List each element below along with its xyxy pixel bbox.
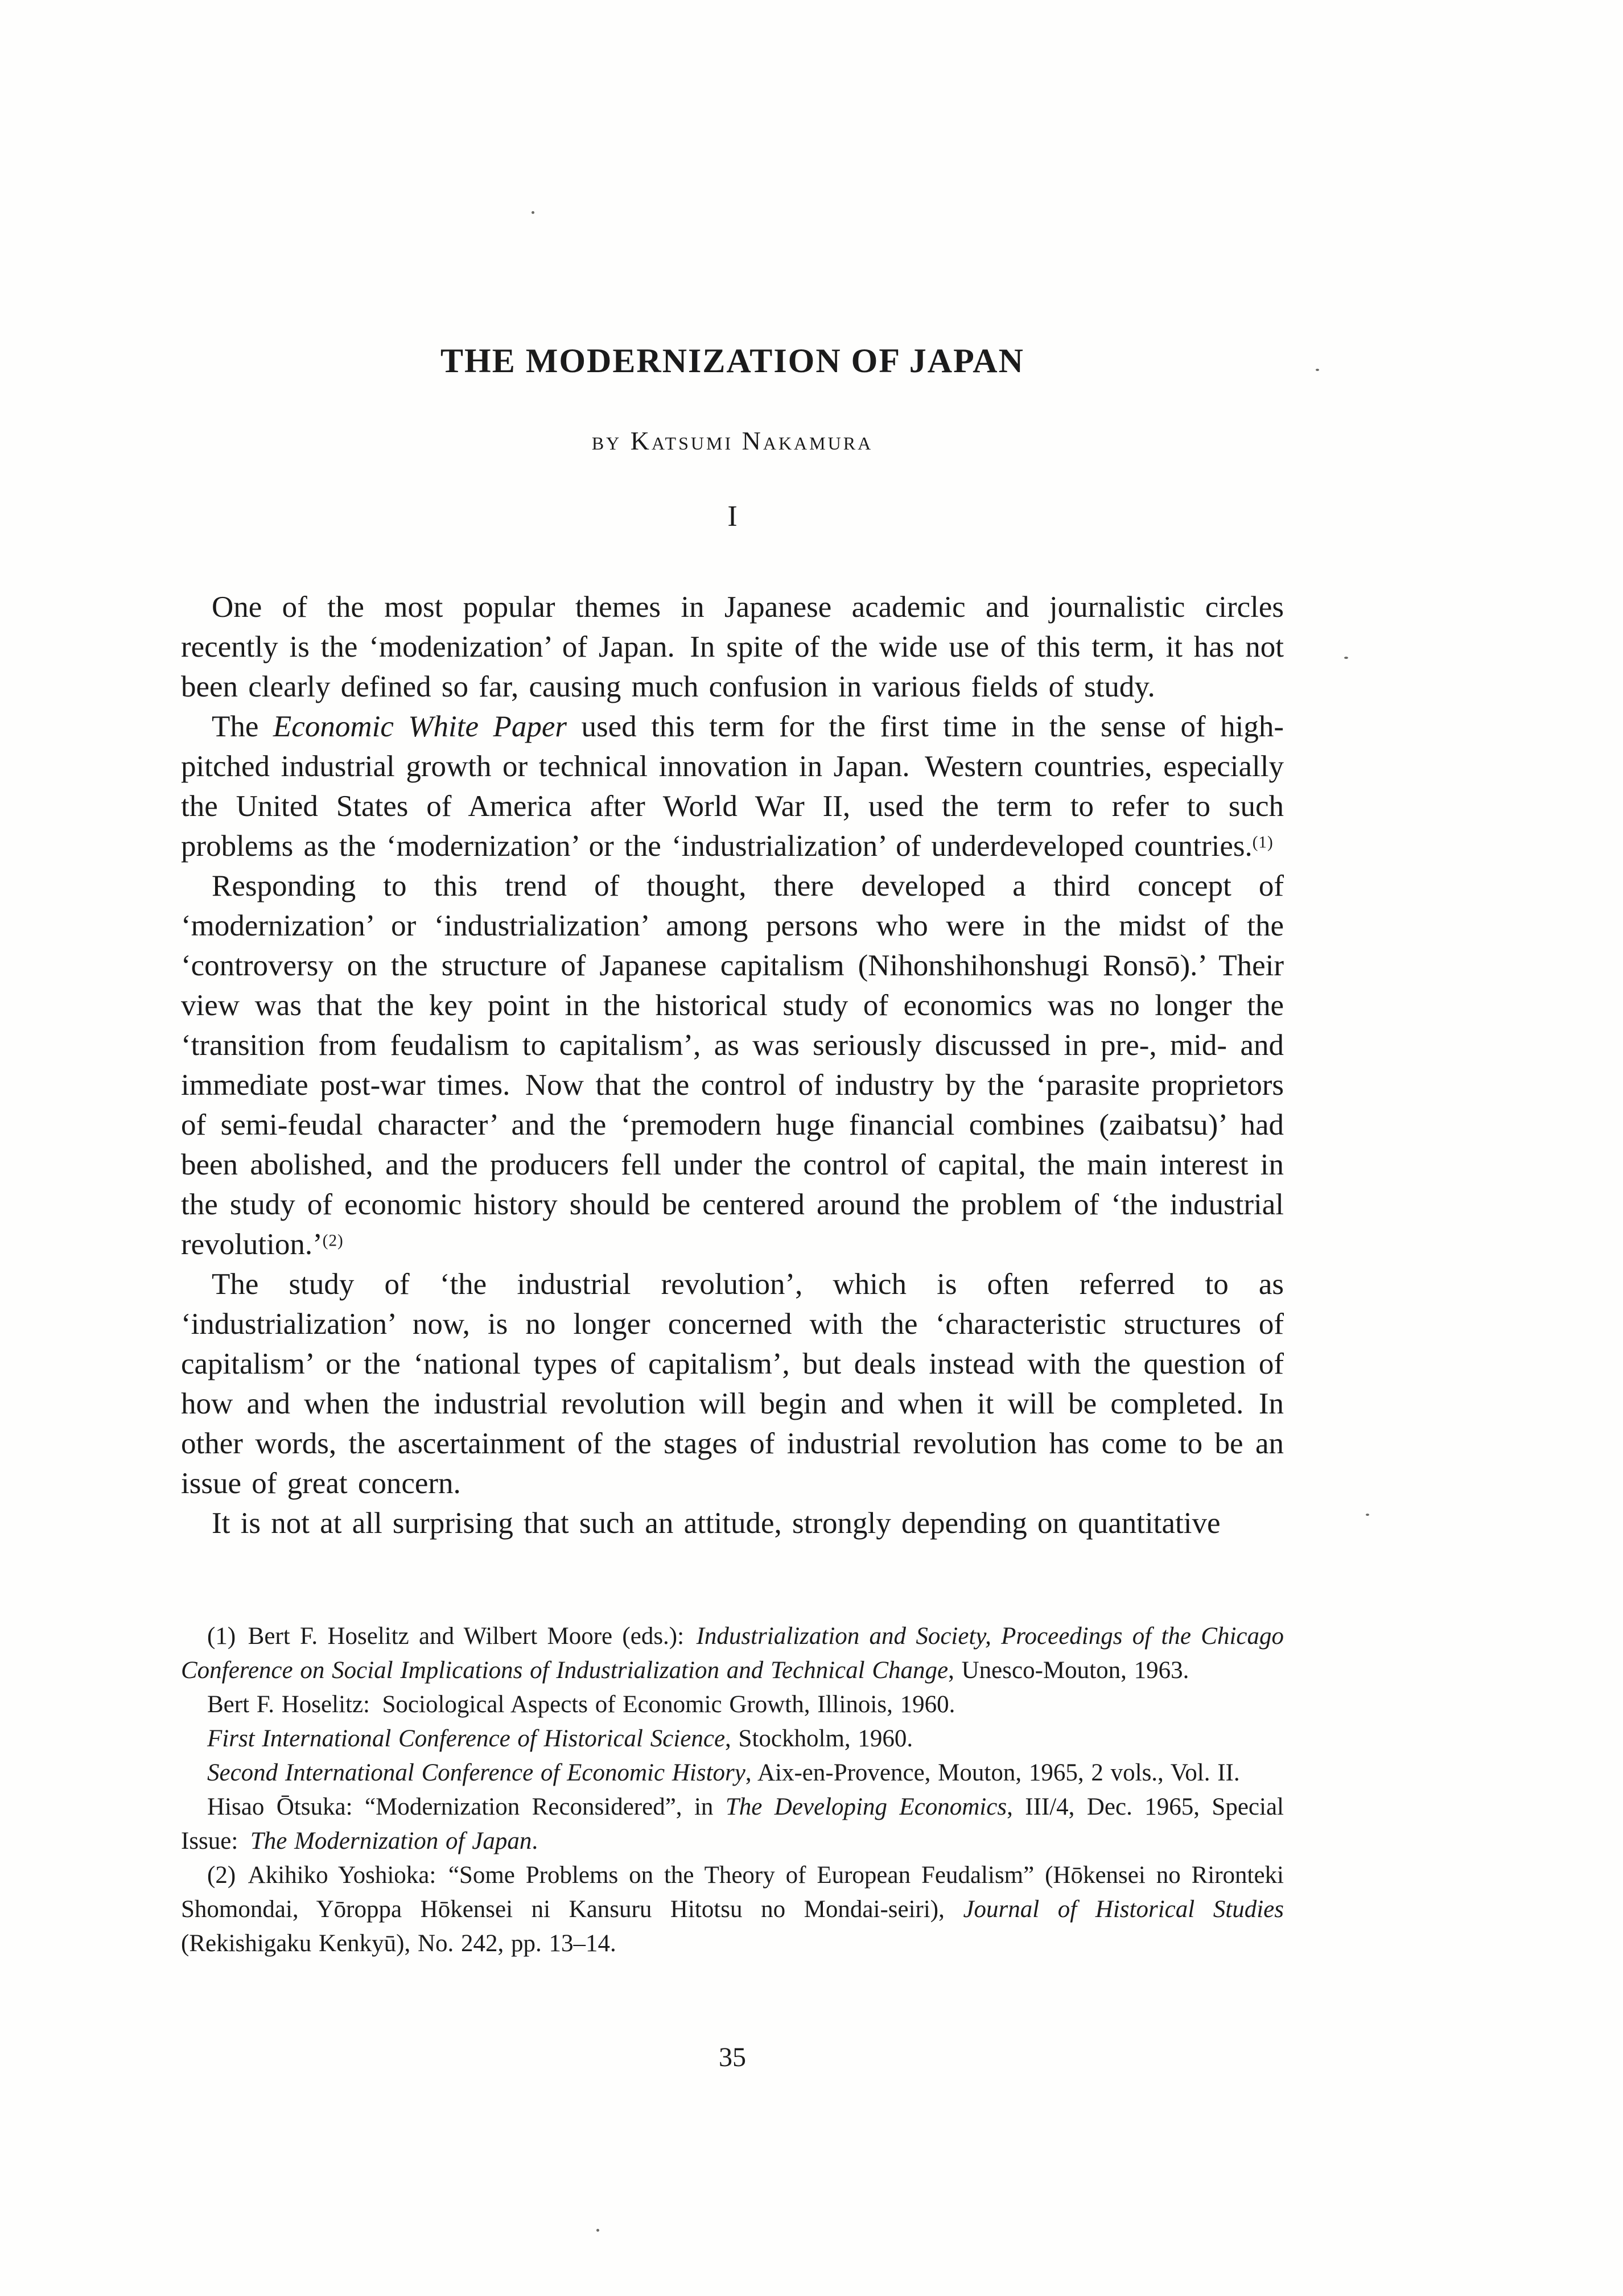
scan-speck [532, 211, 534, 214]
page-title: THE MODERNIZATION OF JAPAN [440, 342, 1024, 380]
scan-speck [1344, 657, 1348, 659]
footnote-1b: Bert F. Hoselitz: Sociological Aspects of Economic Growth, Illinois, 1960. [207, 1691, 955, 1718]
body-text [181, 587, 1284, 1543]
paragraph: The Economic White Paper used this term for the first time in the sense of high-pitched industrial growth or technical innovation in Japan. Western countries, especially the United States of America after World War II, used the term to refer to such problems as the ‘modernization’ or the ‘industrialization’ of underdeveloped countries.$^{(1)}$ [181, 710, 1284, 863]
footnotes [181, 1619, 1284, 1961]
page-number: 35 [719, 2042, 746, 2072]
footnote-1d: Second International Conference of Economic History, Aix-en-Provence, Mouton, 1965, 2 vols., Vol. II. [207, 1759, 1240, 1786]
paragraph: The study of ‘the industrial revolution’, which is often referred to as ‘industrialization’ now, is no longer concerned with the ‘characteristic structures of capitalism’ or the ‘national types of capitalism’, but deals instead with the question of how and when the industrial revolution will begin and when it will be completed. In other words, the ascertainment of the stages of industrial revolution has come to be an issue of great concern. [181, 1268, 1284, 1500]
scan-speck [1366, 1514, 1369, 1516]
paragraph: Responding to this trend of thought, there developed a third concept of ‘modernization’ or ‘industrialization’ among persons who were in the midst of the ‘controversy on the structure of Japanese capitalism (Nihonshihonshugi Ronsō).’ Their view was that the key point in the historical study of economics was no longer the ‘transition from feudalism to capitalism’, as was seriously discussed in pre-, mid- and immediate post-war times. Now that the control of industry by the ‘parasite proprietors of semi-feudal character’ and the ‘premodern huge financial combines (zaibatsu)’ had been abolished, and the producers fell under the control of capital, the main interest in the study of economic history should be centered around the problem of ‘the industrial revolution.’$^{(2)}$ [181, 869, 1284, 1261]
paragraph: One of the most popular themes in Japanese academic and journalistic circles recently is the ‘modenization’ of Japan. In spite of the wide use of this term, it has not been clearly defined so far, causing much confusion in various fields of study. [181, 591, 1284, 703]
footnote-1e: Hisao Ōtsuka: “Modernization Reconsidered”, in The Developing Economics, III/4, Dec. 1965, Special Issue: The Modernization of Japan. [181, 1794, 1284, 1854]
byline: by Katsumi Nakamura [591, 426, 874, 455]
section-numeral: I [727, 500, 738, 533]
footnote-1: (1) Bert F. Hoselitz and Wilbert Moore (eds.): Industrialization and Society, Proceedings of the Chicago Conference on Social Implications of Industrialization and Technical Change, Unesco-Mouton, 1963. [181, 1623, 1284, 1684]
footnote-2: (2) Akihiko Yoshioka: “Some Problems on the Theory of European Feudalism” (Hōkensei no Rironteki Shomondai, Yōroppa Hōkensei ni Kansuru Hitotsu no Mondai-seiri), Journal of Historical Studies (Rekishigaku Kenkyū), No. 242, pp. 13–14. [181, 1862, 1284, 1957]
paragraph: It is not at all surprising that such an attitude, strongly depending on quantitative [212, 1507, 1221, 1540]
scan-speck [596, 2229, 599, 2232]
scan-speck [1316, 369, 1319, 371]
footnote-1c: First International Conference of Historical Science, Stockholm, 1960. [207, 1725, 913, 1752]
